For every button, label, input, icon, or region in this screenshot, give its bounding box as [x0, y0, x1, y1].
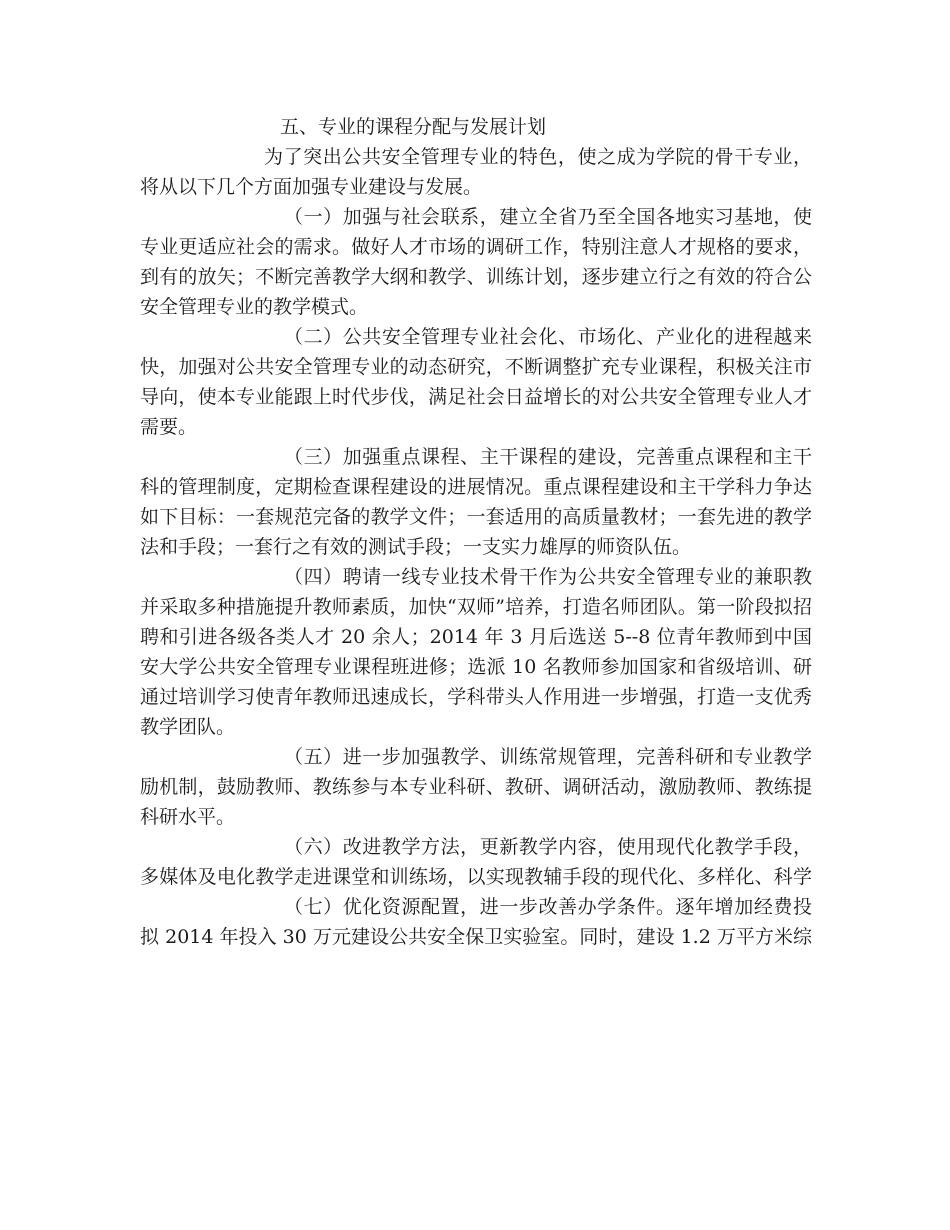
paragraph-6 [140, 832, 812, 892]
text-line: 到有的放矢；不断完善教学大纲和教学、训练计划，逐步建立行之有效的符合公 [140, 266, 812, 288]
paragraph-1 [140, 202, 812, 322]
text-line: （一）加强与社会联系，建立全省乃至全国各地实习基地，使 [284, 206, 812, 228]
text-line: 拟 2014 年投入 30 万元建设公共安全保卫实验室。同时，建设 1.2 万平方米综 [140, 926, 812, 948]
text-line: 为了突出公共安全管理专业的特色，使之成为学院的骨干专业， [264, 146, 812, 168]
text-line: 快，加强对公共安全管理专业的动态研究，不断调整扩充专业课程，积极关注市 [140, 356, 812, 378]
paragraph-2 [140, 322, 812, 442]
document-body [140, 112, 812, 952]
paragraph-4 [140, 562, 812, 742]
text-line: 将从以下几个方面加强专业建设与发展。 [140, 176, 483, 198]
text-line: 需要。 [140, 416, 198, 438]
text-line: 如下目标：一套规范完备的教学文件；一套适用的高质量教材；一套先进的教学 [140, 506, 812, 528]
text-line: （七）优化资源配置，进一步改善办学条件。逐年增加经费投 [284, 896, 812, 918]
text-line: 励机制，鼓励教师、教练参与本专业科研、教研、调研活动，激励教师、教练提 [140, 776, 812, 798]
text-line: 专业更适应社会的需求。做好人才市场的调研工作，特别注意人才规格的要求， [140, 236, 812, 258]
text-line: 通过培训学习使青年教师迅速成长，学科带头人作用进一步增强，打造一支优秀 [140, 686, 812, 708]
text-line: 安全管理专业的教学模式。 [140, 296, 369, 318]
text-line: （六）改进教学方法，更新教学内容，使用现代化教学手段， [284, 836, 812, 858]
text-line: 安大学公共安全管理专业课程班进修；选派 10 名教师参加国家和省级培训、研 [140, 656, 812, 678]
paragraph-3 [140, 442, 812, 562]
text-line: 并采取多种措施提升教师素质，加快“双师”培养，打造名师团队。第一阶段拟招 [140, 596, 812, 618]
text-line: （二）公共安全管理专业社会化、市场化、产业化的进程越来 [284, 326, 812, 348]
text-line: 导向，使本专业能跟上时代步伐，满足社会日益增长的对公共安全管理专业人才 [140, 386, 812, 408]
text-line: 科研水平。 [140, 806, 236, 828]
text-line: 法和手段；一套行之有效的测试手段；一支实力雄厚的师资队伍。 [140, 536, 692, 558]
text-line: 科的管理制度，定期检查课程建设的进展情况。重点课程建设和主干学科力争达 [140, 476, 812, 498]
text-line: （四）聘请一线专业技术骨干作为公共安全管理专业的兼职教 [284, 566, 812, 588]
text-line: （三）加强重点课程、主干课程的建设，完善重点课程和主干 [284, 446, 812, 468]
text-line: 教学团队。 [140, 716, 236, 738]
paragraph-5 [140, 742, 812, 832]
paragraph-intro [140, 142, 812, 202]
section-heading: 五、专业的课程分配与发展计划 [280, 116, 547, 138]
text-line: 多媒体及电化教学走进课堂和训练场，以实现教辅手段的现代化、多样化、科学 [140, 866, 812, 888]
text-line: （五）进一步加强教学、训练常规管理，完善科研和专业教学 [284, 746, 812, 768]
paragraph-7 [140, 892, 812, 952]
text-line: 聘和引进各级各类人才 20 余人；2014 年 3 月后选送 5--8 位青年教师到中国 [140, 626, 812, 648]
